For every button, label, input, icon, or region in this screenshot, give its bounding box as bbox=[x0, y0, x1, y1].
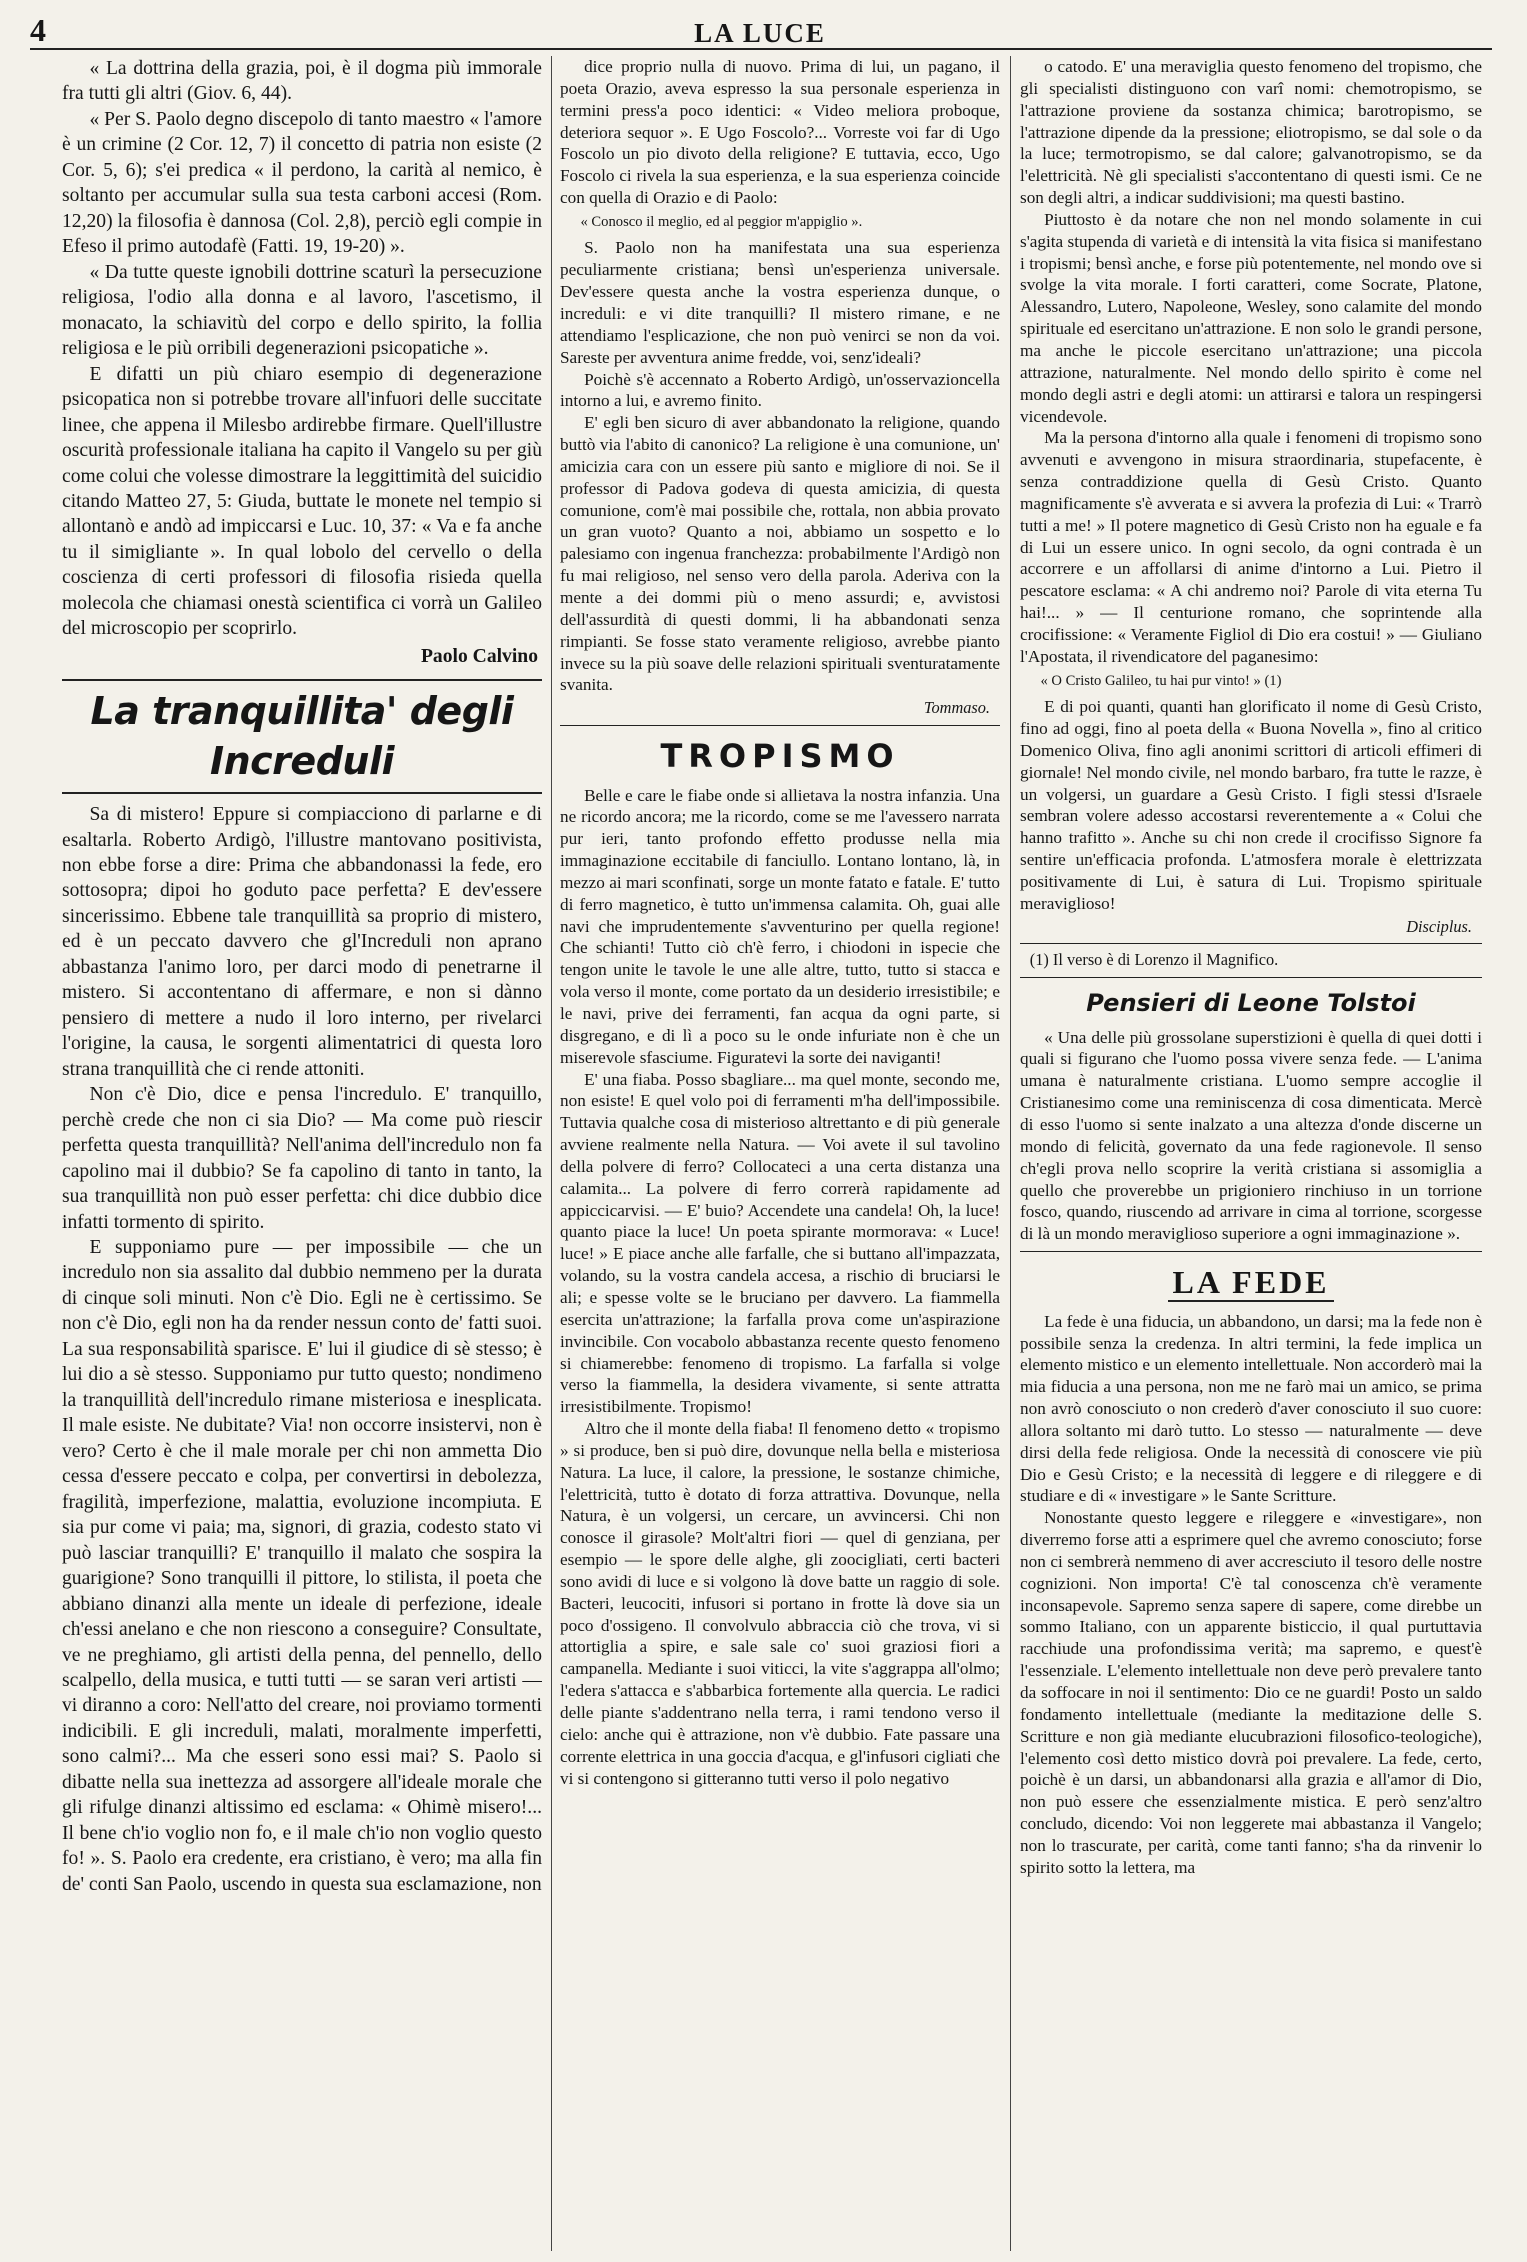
paragraph: E difatti un più chiaro esempio di degenerazione psicopatica non si potrebbe trovare all'infuori delle succitate linee, che appena il Milesbo ardirebbe firmare. Quell'illustre oscurità professionale italiana ha capito il Vangelo su per giù come colui che volesse dimostrare la leggittimità del suicidio citando Matteo 27, 5: Giuda, buttate le monete nel tempio si allontanò e andò ad impiccarsi e Luc. 10, 37: « Va e fa anche tu il simigliante ». In qual lobolo del cervello o della coscienza di certi professori di filosofia risieda quella molecola che chiamasi onestà scientifica ci vorrà un Galileo del microscopio per scoprirlo. bbox=[62, 363, 542, 640]
article-title: Pensieri di Leone Tolstoi bbox=[1086, 989, 1416, 1018]
paragraph: dice proprio nulla di nuovo. Prima di lui, un pagano, il poeta Orazio, aveva espresso la sua personale esperienza in termini press'a poco identici: « Video meliora proboque, deteriora sequor ». E Ugo Foscolo?... Vorreste voi far di Ugo Foscolo un pio divoto della religione? E tuttavia, ecco, Ugo Foscolo ci rivela la sua esperienza, e la sua esperienza coincide con quella di Orazio e di Paolo: bbox=[560, 57, 1000, 208]
paragraph: « Per S. Paolo degno discepolo di tanto maestro « l'amore è un crimine (2 Cor. 12, 7) il concetto di patria non esiste (2 Cor. 5, 6); s'ei predica « il perdono, la carità al nemico, è soltanto per accumular sulla sua testa carboni accesi (Rom. 12,20) la filosofia è dannosa (Col. 2,8), perciò egli compie in Efeso il primo autodafè (Fatti. 19, 19-20) ». bbox=[62, 108, 542, 258]
paragraph: « Da tutte queste ignobili dottrine scaturì la persecuzione religiosa, l'odio alla donna e al lavoro, l'ascetismo, il monacato, la schiavitù del corpo e dello spirito, la follia religiosa e le più orribili degenerazioni psicopatiche ». bbox=[62, 261, 542, 360]
paragraph: Poichè s'è accennato a Roberto Ardigò, un'osservazioncella intorno a lui, e avremo finito. bbox=[560, 369, 1000, 411]
header-rule bbox=[30, 48, 1492, 50]
paragraph: S. Paolo non ha manifestata una sua esperienza peculiarmente cristiana; bensì un'esperienza universale. Dev'essere questa anche la vostra esperienza dunque, o increduli: e vi dite tranquilli? Il mistero rimane, e ne attendiamo l'esplicazione, che non può venirci se non da voi. Sareste per avventura anime fredde, voi, senz'ideali? bbox=[560, 238, 1000, 367]
paragraph: Piuttosto è da notare che non nel mondo solamente in cui s'agita stupenda di varietà e di intensità la vita fisica si manifestano i tropismi; bensì anche, e forse più potentemente, nel mondo ove si svolge la vita morale. I forti caratteri, come Socrate, Platone, Alessandro, Lutero, Napoleone, Wesley, sono calamite del mondo spirituale ed esercitano un'attrazione. E non solo le grandi persone, ma anche le piccole esercitano un'attrazione; una piccola attrazione, naturalmente. Nel mondo dello spirito è come nel mondo degli astri e degli atomi: un attirarsi e talora un respingersi vicendevole. bbox=[1020, 209, 1482, 426]
article-title bbox=[1020, 1262, 1482, 1303]
masthead: LA LUCE bbox=[694, 18, 826, 48]
column-divider bbox=[551, 56, 552, 2251]
footnote-divider bbox=[1020, 943, 1482, 944]
page-number: 4 bbox=[30, 12, 46, 48]
verse-quote: « O Cristo Galileo, tu hai pur vinto! » (1) bbox=[1040, 672, 1282, 689]
author-signature: Tommaso. bbox=[923, 698, 990, 718]
article-title: TROPISMO bbox=[660, 736, 900, 775]
verse-quote: « Conosco il meglio, ed al peggior m'appiglio ». bbox=[580, 213, 863, 230]
author-signature: Paolo Calvino bbox=[420, 645, 538, 667]
paragraph: E di poi quanti, quanti han glorificato il nome di Gesù Cristo, fino ad oggi, fino al poeta della « Buona Novella », fino al critico Domenico Oliva, fino agli anonimi scrittori di articoli effimeri di giornale! Nel mondo civile, nel mondo barbaro, fra tutte le razze, è un volgersi, un guardare a Gesù Cristo. I figli stessi d'Israele sembran volere adesso accostarsi reverentemente a « Colui che hanno trafitto ». Anche su chi non crede il crocifisso Signore fa sentire un'efficacia profonda. L'atmosfera morale è elettrizzata positivamente di Lui, è satura di Lui. Tropismo spirituale meraviglioso! bbox=[1020, 697, 1482, 913]
paragraph: Sa di mistero! Eppure si compiacciono di parlarne e di esaltarla. Roberto Ardigò, l'illustre mantovano positivista, non ebbe forse a dire: Prima che abbandonassi la fede, ero sottosopra; dipoi ho goduto pace perfetta? E dev'essere sincerissimo. Ebbene tale tranquillità sa proprio di mistero, ed è un peccato davvero che gl'Increduli non aprano abbastanza l'animo loro, per darci modo di penetrarne il mistero. Si accontentano di affermare, e non si dànno pensiero di mettere a nudo il loro interno, per rivelarci l'origine, la causa, le sorgenti alimentatrici di questa loro strana tranquillità che ci rende attoniti. bbox=[62, 804, 542, 1080]
column-2 bbox=[560, 56, 1000, 2251]
paragraph: o catodo. E' una meraviglia questo fenomeno del tropismo, che gli specialisti distinguono con varî nomi: chemotropismo, se l'attrazione proviene da sostanza chimica; barotropismo, se l'attrazione dipende da la pressione; eliotropismo, se dal sole o da la luce; termotropismo, se dal calore; galvanotropismo, se da l'elettricità. Nè gli specialisti s'accontentano di questi ismi. Ce ne son degli altri, a indicar suddivisioni; ma questi bastino. bbox=[1020, 57, 1482, 208]
paragraph: E supponiamo pure — per impossibile — che un incredulo non sia assalito dal dubbio nemmeno per la durata di cinque soli minuti. Non c'è Dio. Egli ne è certissimo. Se non c'è Dio, egli non ha da render nessun conto de' fatti suoi. La sua responsabilità sparisce. E' lui il giudice di sè stesso; è lui dio a sè stesso. Supponiamo pur tutto questo; nondimeno la tranquillità dell'incredulo rimane misteriosa e inesplicata. Il male esiste. Ne dubitate? Via! non occorre insistervi, non è vero? Certo è che il male morale per chi non ammetta Dio cessa d'essere peccato e colpa, per convertirsi in debolezza, fragilità, imperfezione, malattia, evoluzione incompiuta. E sia pur come vi paia; ma, signori, di grazia, codesto stato vi può lasciar tranquilli? E' tranquillo il malato che sospira la guarigione? Sono tranquilli il pittore, lo stilista, il poeta che abbiano dinanzi alla mente un ideale di perfezione, ideale ch'essi anelano e che non riescono a conseguire? Consultate, ve ne preghiamo, gli artisti della penna, del pennello, dello scalpello, della musica, e tutti tutti — se saran veri artisti — vi diranno a coro: Nell'atto del creare, noi proviamo tormenti indicibili. E gli increduli, malati, moralmente imperfetti, sono calmi?... Ma che esseri sono essi mai? S. Paolo si dibatte nella sua inettezza ad assorgere all'ideale morale che gli rifulge dinanzi altissimo ed esclama: « Ohimè misero!... Il bene ch'io voglio non fo, e il male ch'io non voglio questo fo! ». S. Paolo era credente, era cristiano, è vero; ma alla fin de' conti San Paolo, uscendo in questa sua esclamazione, non bbox=[62, 1237, 542, 1895]
paragraph: La fede è una fiducia, un abbandono, un darsi; ma la fede non è possibile senza la credenza. In altri termini, la fede implica un elemento mistico e un elemento intellettuale. Non accorderò mai la mia fiducia a una persona, non me ne farò mai un amico, se prima non avrò conosciuto o non crederò d'aver conosciuto il suo cuore: allora soltanto mi darò tutto. Lo stesso — naturalmente — deve dirsi della fede religiosa. Onde la necessità di conoscere vie più Dio e Gesù Cristo; e la necessità di leggere e di rileggere e di studiare e di « investigare » le Sante Scritture. bbox=[1020, 1311, 1482, 1506]
footnote: (1) Il verso è di Lorenzo il Magnifico. bbox=[1029, 950, 1279, 970]
paragraph: Altro che il monte della fiaba! Il fenomeno detto « tropismo » si produce, ben si può dire, dovunque nella bella e misteriosa Natura. La luce, il calore, la pressione, le sostanze chimiche, l'elettricità, tutto è dotato di forza attrattiva. Dovunque, nella Natura, è un volgersi, un cercare, un avvincersi. Chi non conosce il girasole? Molt'altri fiori — quel di genziana, per esempio — le spore delle alghe, gli zoocigliati, certi bacteri sono avidi di luce e si volgono là dove batte un raggio di sole. Bacteri, leucociti, infusori si portano in frotte là dove sia un poco d'ossigeno. Il convolvulo abbraccia ciò che trova, vi si attortiglia a spire, e sale sale co' suoi graziosi fiori a campanella. Mediante i suoi viticci, la vite s'aggrappa all'olmo; l'edera s'attacca e s'abbarbica fortemente alla quercia. Le radici delle piante s'addentrano nella terra, i rami tendono verso il cielo: anche qui è attrazione, non v'è dubbio. Fate passare una corrente elettrica in una goccia d'acqua, e gl'infusori cigliati che vi si contengono si gitteranno tutti verso il polo negativo bbox=[560, 1419, 1000, 1788]
paragraph: « Una delle più grossolane superstizioni è quella di quei dotti i quali si figurano che l'uomo possa vivere senza fede. — L'anima umana è naturalmente cristiana. L'uomo sempre accoglie il Cristianesimo come una reminiscenza di cosa dimenticata. Mercè di esso l'uomo si sente inalzato a una altezza d'onde discerne un mondo di felicità, governato da una fede ragionevole. Il senso ch'egli prova nello scoprire la verità cristiana si assomiglia a quello che proverebbe un prigioniero rinchiuso in un torrione fosco, quando, riuscendo ad arrivare in cima al torrione, scorgesse di là un mondo meraviglioso superiore a ogni immaginazione ». bbox=[1020, 1027, 1482, 1244]
column-1 bbox=[62, 56, 542, 2251]
article-title-text: LA FEDE bbox=[1168, 1264, 1333, 1302]
paragraph: E' egli ben sicuro di aver abbandonato la religione, quando buttò via l'abito di canonico? La religione è una comunione, un' amicizia cara con un essere più santo e migliore di noi. Se il professor di Padova godeva di questa amicizia, di questa comunione, com'è mai possibile che, rottala, non abbia provato un gran vuoto? Quanto a noi, abbiamo un sospetto e lo palesiamo con ingenua franchezza: probabilmente l'Ardigò non fu mai religioso, nel senso vero della parola. Aderiva con la mente a dei dommi più o meno assurdi; e, avvistosi dell'assurdità di questi dommi, li ha abbandonati senza rimpianti. Se fosse stato veramente religioso, avrebbe pianto invece su la più soave delle relazioni spirituali sventuratamente svanita. bbox=[560, 413, 1000, 695]
column-3 bbox=[1020, 56, 1482, 2251]
paragraph: Non c'è Dio, dice e pensa l'incredulo. E' tranquillo, perchè crede che non ci sia Dio? — Ma come può riescir perfetta questa tranquillità? Nell'anima dell'incredulo non fa capolino mai il dubbio? Se fa capolino di tanto in tanto, la sua tranquillità non può esser perfetta: chi dice dubbio dice infatti tormento di spirito. bbox=[62, 1084, 542, 1233]
section-divider bbox=[1020, 977, 1482, 978]
paragraph: « La dottrina della grazia, poi, è il dogma più immorale fra tutti gli altri (Giov. 6, 44). bbox=[62, 58, 542, 105]
paragraph: Ma la persona d'intorno alla quale i fenomeni di tropismo sono avvenuti e avvengono in misura straordinaria, stupefacente, è senza contraddizione quella di Gesù Cristo. Quanto magnificamente s'è avverata e si avvera la profezia di Lui: « Trarrò tutti a me! » Il potere magnetico di Gesù Cristo non ha eguale e fa di Lui un essere unico. In ogni secolo, da ogni contrada è un accorrere e un affollarsi di anime d'intorno a Lui. Pietro il pescatore esclama: « A chi andremo noi? Parole di vita eterna Tu hai!... » — Il centurione romano, che soprintende alla crocifissione: « Veramente Figliol di Dio era costui! » — Giuliano l'Apostata, il rivendicatore del paganesimo: bbox=[1020, 428, 1482, 666]
paragraph: Nonostante questo leggere e rileggere e «investigare», non diverremo forse atti a esprimere quel che avremo conosciuto; forse non ci sembrerà nemmeno di aver accresciuto il tesoro delle nostre cognizioni. Non importa! C'è tal conoscenza ch'è veramente inconsapevole. Sapremo senza sapere di sapere, come direbbe un sommo Italiano, con un apparente bisticcio, il qual purtuttavia racchiude una profondissima verità; ma sapremo, e quest'è l'essenziale. L'elemento intellettuale non deve però prevalere tanto da soffocare in noi il sentimento: Dio ce ne guardi! Posto un saldo fondamento intellettuale (mediante la meditazione delle S. Scritture e non già mediante elucubrazioni filosofico-teologiche), l'elemento così detto mistico dovrà poi prevalere. La fede, certo, poichè è un darsi, un abbandonarsi alla grazia e all'amor di Dio, non può essere che essenzialmente mistica. E però senz'altro concludo, dicendo: Voi non leggerete mai abbastanza il Vangelo; non lo trascurate, per carità, come tanti fanno; s'ha da rinvenir lo spirito sotto la lettera, ma bbox=[1020, 1508, 1482, 1877]
page-header bbox=[30, 8, 1490, 52]
section-divider bbox=[560, 725, 1000, 726]
section-divider bbox=[1020, 1251, 1482, 1252]
column-divider bbox=[1010, 56, 1011, 2251]
author-signature: Disciplus. bbox=[1406, 916, 1472, 936]
paragraph: Belle e care le fiabe onde si allietava la nostra infanzia. Una ne ricordo ancora; me la ricordo, come se me l'avessero narrata pur ieri, tanto profondo effetto produsse nella mia immaginazione eccitabile di fanciullo. Lontano lontano, là, in mezzo ai mari sconfinati, sorge un monte fatato e fatale. E' tutto di ferro magnetico, è tutto un'immensa calamita. Oh, guai alle navi che imprudentemente s'avventurino per quella regione! Che schianti! Tutto ciò ch'è ferro, i chiodoni in ispecie che tengon unite le tavole le une alle altre, tutto, tutto si stacca e vola verso il monte, come portato da un desiderio irresistibile; e le navi, prive dei ferramenti, fan acqua da ogni parte, si disgregano, e di lì a poco su le onde infuriate non è che un miserevole sfasciume. Figuratevi la sorte dei naviganti! bbox=[560, 785, 1000, 1067]
article-title: La tranquillita' degli Increduli bbox=[62, 679, 542, 794]
paragraph: E' una fiaba. Posso sbagliare... ma quel monte, secondo me, non esiste! E quel volo poi di ferramenti m'ha dell'impossibile. Tuttavia qualche cosa di misterioso altrettanto e di più generale avviene realmente nella Natura. — Voi avete il sul tavolino della polvere di ferro? Collocateci a una certa distanza una calamita... La polvere di ferro correrà rapidamente ad appiccicarvisi. — E' buio? Accendete una candela! Oh, la luce! quanto piace la luce! Un poeta spirante mormorava: « Luce! luce! » E piace anche alle farfalle, che si buttano all'impazzata, volando, su la vostra candela accesa, a rischio di bruciarsi le ali; e spesse volte se le bruciano per davvero. La fiammella esercita un'attrazione; la farfalla prova come un'aspirazione invincibile. Con vocabolo abbastanza recente questo fenomeno si chiamerebbe: fenomeno di tropismo. La farfalla si volge verso la fiammella, la desidera vivamente, si sente attratta irresistibilmente. Tropismo! bbox=[560, 1069, 1000, 1417]
